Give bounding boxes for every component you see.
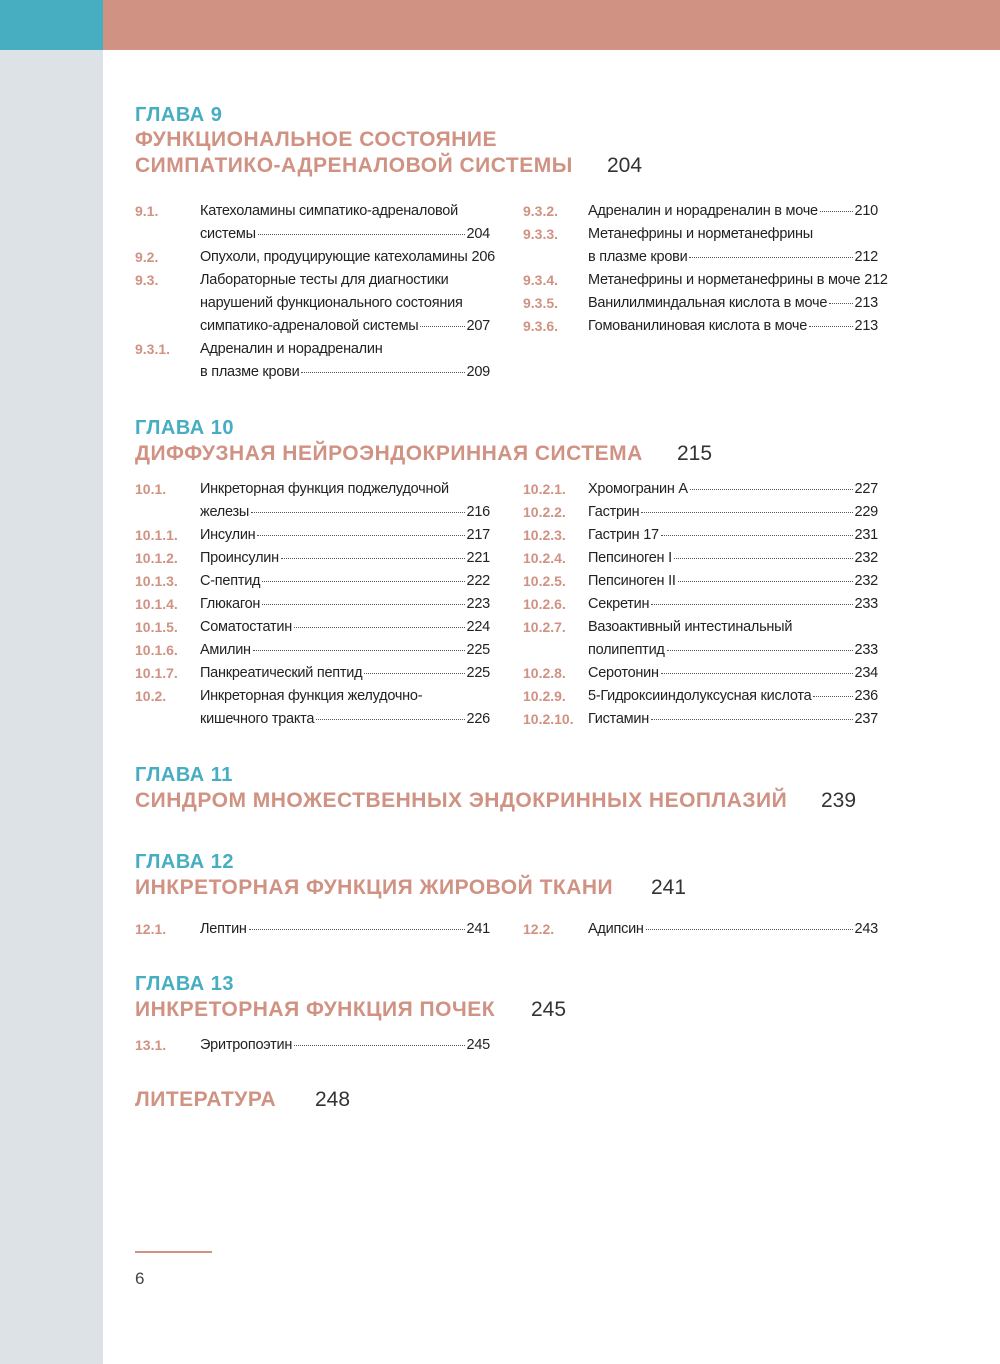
toc-entry-title: кишечного тракта: [200, 711, 315, 727]
toc-entry[interactable]: [523, 918, 878, 941]
dot-leader: [641, 511, 852, 513]
toc-entry-title: Ванилилминдальная кислота в моче: [588, 295, 828, 311]
toc-entry-line: [200, 662, 490, 685]
toc-entry-title: Соматостатин: [200, 619, 293, 635]
toc-entry-line: [200, 315, 490, 338]
toc-entry-line: [588, 547, 878, 570]
toc-entry-title: Инсулин: [200, 527, 256, 543]
toc-entry-number: 10.1.1.: [135, 527, 178, 543]
toc-entry-title: Секретин: [588, 596, 650, 612]
page-number: 6: [135, 1269, 145, 1288]
toc-entry-number: 9.3.6.: [523, 318, 559, 334]
header-band-teal: [0, 0, 103, 50]
dot-leader: [646, 928, 853, 930]
toc-entry[interactable]: [523, 708, 878, 731]
toc-entry-title: Проинсулин: [200, 550, 279, 566]
dot-leader: [262, 580, 464, 582]
toc-entry[interactable]: [523, 524, 878, 547]
toc-entry-line: [588, 478, 878, 501]
dot-leader: [661, 534, 853, 536]
toc-entry-page: 213: [854, 295, 878, 311]
toc-entry-line: [200, 1034, 490, 1057]
toc-entry-text: [588, 478, 878, 501]
toc-entry-page: 245: [466, 1037, 490, 1053]
toc-entry-line: [200, 593, 490, 616]
chapter-title-line: ФУНКЦИОНАЛЬНОЕ СОСТОЯНИЕ: [135, 128, 498, 151]
toc-entry[interactable]: [135, 338, 490, 384]
toc-entry-number: 10.2.5.: [523, 573, 566, 589]
toc-entry-title: Адипсин: [588, 921, 644, 937]
toc-entry-text: [200, 246, 495, 269]
toc-entry-text: [200, 918, 490, 941]
toc-entry-page: 232: [854, 550, 878, 566]
dot-leader: [690, 488, 853, 490]
chapter-page-number: 241: [651, 876, 687, 899]
toc-entry-number: 9.3.5.: [523, 295, 559, 311]
chapter-title-line: ДИФФУЗНАЯ НЕЙРОЭНДОКРИННАЯ СИСТЕМА: [135, 442, 643, 465]
dot-leader: [667, 649, 853, 651]
chapter-title-line: ИНКРЕТОРНАЯ ФУНКЦИЯ ПОЧЕК: [135, 998, 496, 1021]
toc-entry-line: [200, 246, 495, 269]
toc-entry-text: [200, 338, 490, 384]
toc-entry[interactable]: [135, 547, 490, 570]
toc-entry-title: нарушений функционального состояния: [200, 295, 463, 311]
dot-leader: [678, 580, 853, 582]
toc-entry-text: [588, 315, 878, 338]
toc-entry-number: 10.2.7.: [523, 619, 566, 635]
toc-entry-title: Пепсиноген I: [588, 550, 672, 566]
toc-entry-page: 233: [854, 642, 878, 658]
toc-entry-page: 227: [854, 481, 878, 497]
toc-entry[interactable]: [523, 292, 878, 315]
toc-entry-line: [200, 501, 490, 524]
toc-entry-text: [588, 616, 878, 662]
toc-entry-line: [200, 223, 490, 246]
toc-entry-number: 10.1.7.: [135, 665, 178, 681]
toc-entry-line: [200, 616, 490, 639]
toc-entry-title: Адреналин и норадреналин: [200, 341, 383, 357]
toc-entry[interactable]: [523, 478, 878, 501]
toc-entry-title: в плазме крови: [588, 249, 688, 265]
dot-leader: [689, 256, 852, 258]
toc-entry-page: 212: [854, 249, 878, 265]
toc-entry[interactable]: [135, 524, 490, 547]
toc-entry-page: 234: [854, 665, 878, 681]
toc-entry-text: [588, 918, 878, 941]
header-band-rose: [103, 0, 1000, 50]
toc-entry-page: 221: [466, 550, 490, 566]
toc-entry-page: 231: [854, 527, 878, 543]
toc-entry[interactable]: [523, 570, 878, 593]
toc-entry-page: 206: [471, 249, 495, 265]
chapter-page-number: 215: [677, 442, 713, 465]
toc-entry-title: Инкреторная функция поджелудочной: [200, 481, 449, 497]
toc-entry-text: [200, 478, 490, 524]
dot-leader: [813, 695, 852, 697]
toc-entry-line: [588, 639, 878, 662]
dot-leader: [661, 672, 853, 674]
toc-entry-number: 9.3.2.: [523, 203, 559, 219]
dot-leader: [651, 603, 852, 605]
toc-entry-line: [588, 246, 878, 269]
chapter-page-number: 245: [531, 998, 567, 1021]
toc-entry-page: 237: [854, 711, 878, 727]
toc-entry-line: [588, 269, 888, 292]
toc-entry-text: [588, 223, 878, 269]
toc-entry-title: Вазоактивный интестинальный: [588, 619, 793, 635]
dot-leader: [316, 718, 464, 720]
chapter-title-line: СИНДРОМ МНОЖЕСТВЕННЫХ ЭНДОКРИННЫХ НЕОПЛАЗИЙ: [135, 789, 788, 812]
toc-entry[interactable]: [523, 547, 878, 570]
toc-entry[interactable]: [523, 501, 878, 524]
toc-entry-page: 217: [466, 527, 490, 543]
toc-entry-text: [200, 662, 490, 685]
chapter-page-number: 204: [607, 154, 643, 177]
dot-leader: [294, 1044, 464, 1046]
dot-leader: [253, 649, 465, 651]
toc-entry[interactable]: [135, 570, 490, 593]
toc-entry-page: 223: [466, 596, 490, 612]
toc-entry-line: [200, 918, 490, 941]
toc-entry-page: 236: [854, 688, 878, 704]
toc-entry[interactable]: [523, 616, 878, 662]
toc-entry-line: [200, 361, 490, 384]
toc-entry-page: 213: [854, 318, 878, 334]
toc-entry-number: 10.1.6.: [135, 642, 178, 658]
toc-entry-page: 243: [854, 921, 878, 937]
toc-entry-line: [588, 315, 878, 338]
toc-entry-title: Лабораторные тесты для диагностики: [200, 272, 449, 288]
dot-leader: [820, 210, 853, 212]
toc-entry-text: [200, 269, 490, 338]
toc-entry-line: [200, 639, 490, 662]
toc-entry-number: 12.2.: [523, 921, 555, 937]
chapter-page-number: 239: [821, 789, 857, 812]
toc-entry-page: 209: [466, 364, 490, 380]
toc-entry-text: [588, 662, 878, 685]
toc-entry-title: Метанефрины и норметанефрины в моче: [588, 272, 861, 288]
toc-entry-title: Гастрин: [588, 504, 640, 520]
toc-entry-page: 207: [466, 318, 490, 334]
toc-entry-number: 10.2.1.: [523, 481, 566, 497]
toc-entry-number: 10.1.5.: [135, 619, 178, 635]
toc-entry[interactable]: [135, 1034, 490, 1057]
toc-entry[interactable]: [135, 662, 490, 685]
toc-entry-title: Лептин: [200, 921, 247, 937]
toc-entry-text: [200, 639, 490, 662]
toc-entry-number: 10.1.2.: [135, 550, 178, 566]
toc-entry-title: 5-Гидроксииндолуксусная кислота: [588, 688, 812, 704]
toc-entry-title: Опухоли, продуцирующие катехоламины: [200, 249, 468, 265]
toc-entry-title: системы: [200, 226, 256, 242]
dot-leader: [301, 371, 464, 373]
toc-entry[interactable]: [523, 200, 878, 223]
toc-entry-title: Адреналин и норадреналин в моче: [588, 203, 818, 219]
literature-title: ЛИТЕРАТУРА: [135, 1088, 277, 1111]
toc-entry-line: [200, 338, 490, 361]
chapter-label: ГЛАВА 13: [135, 973, 235, 995]
toc-entry-title: Глюкагон: [200, 596, 261, 612]
toc-entry[interactable]: [523, 269, 888, 292]
dot-leader: [420, 325, 464, 327]
dot-leader: [651, 718, 853, 720]
dot-leader: [249, 928, 465, 930]
toc-entry-page: 241: [466, 921, 490, 937]
toc-entry-title: Гастрин 17: [588, 527, 659, 543]
dot-leader: [281, 557, 465, 559]
toc-entry-title: полипептид: [588, 642, 665, 658]
toc-entry[interactable]: [135, 478, 490, 524]
toc-entry-line: [588, 616, 878, 639]
toc-entry-page: 204: [466, 226, 490, 242]
dot-leader: [257, 534, 464, 536]
toc-entry-line: [200, 269, 490, 292]
toc-entry[interactable]: [135, 246, 495, 269]
toc-entry-text: [588, 501, 878, 524]
toc-entry-number: 10.2.4.: [523, 550, 566, 566]
toc-entry-number: 9.3.: [135, 272, 159, 288]
toc-entry-number: 10.2.2.: [523, 504, 566, 520]
toc-entry-number: 9.3.1.: [135, 341, 171, 357]
toc-entry-title: Пепсиноген II: [588, 573, 676, 589]
chapter-title-line: ИНКРЕТОРНАЯ ФУНКЦИЯ ЖИРОВОЙ ТКАНИ: [135, 876, 614, 899]
toc-entry-title: Панкреатический пептид: [200, 665, 363, 681]
toc-entry-line: [200, 547, 490, 570]
toc-entry[interactable]: [523, 593, 878, 616]
toc-entry-text: [588, 708, 878, 731]
toc-entry-number: 10.2.9.: [523, 688, 566, 704]
toc-entry-title: Метанефрины и норметанефрины: [588, 226, 813, 242]
toc-entry-line: [200, 292, 490, 315]
toc-entry-line: [588, 501, 878, 524]
dot-leader: [674, 557, 853, 559]
toc-entry-number: 10.1.: [135, 481, 167, 497]
toc-entry-line: [200, 478, 490, 501]
chapter-label: ГЛАВА 10: [135, 417, 235, 439]
toc-entry-text: [200, 570, 490, 593]
toc-entry-page: 233: [854, 596, 878, 612]
toc-entry-page: 210: [854, 203, 878, 219]
toc-entry-line: [200, 708, 490, 731]
toc-entry-page: 222: [466, 573, 490, 589]
chapter-label: ГЛАВА 9: [135, 104, 223, 126]
dot-leader: [262, 603, 464, 605]
chapter-label: ГЛАВА 11: [135, 764, 233, 786]
toc-entry-page: 226: [466, 711, 490, 727]
toc-entry-text: [200, 1034, 490, 1057]
toc-entry-number: 10.1.4.: [135, 596, 178, 612]
toc-entry-title: Гомованилиновая кислота в моче: [588, 318, 808, 334]
toc-entry[interactable]: [523, 315, 878, 338]
chapter-label: ГЛАВА 12: [135, 851, 235, 873]
toc-entry[interactable]: [135, 639, 490, 662]
chapter-title-line: СИМПАТИКО-АДРЕНАЛОВОЙ СИСТЕМЫ: [135, 154, 573, 177]
toc-entry-title: Серотонин: [588, 665, 659, 681]
dot-leader: [294, 626, 465, 628]
toc-entry-page: 212: [864, 272, 888, 288]
toc-entry[interactable]: [135, 593, 490, 616]
toc-entry-text: [200, 547, 490, 570]
toc-entry-line: [588, 200, 878, 223]
toc-entry-page: 216: [466, 504, 490, 520]
toc-entry-title: Хромогранин А: [588, 481, 688, 497]
toc-entry-text: [588, 547, 878, 570]
toc-entry-number: 10.2.: [135, 688, 167, 704]
toc-entry-line: [200, 570, 490, 593]
toc-entry-text: [588, 685, 878, 708]
toc-entry-title: Катехоламины симпатико-адреналовой: [200, 203, 458, 219]
toc-entry-page: 232: [854, 573, 878, 589]
toc-entry-line: [588, 593, 878, 616]
toc-entry-page: 225: [466, 642, 490, 658]
toc-entry-line: [588, 662, 878, 685]
toc-entry-title: С-пептид: [200, 573, 261, 589]
toc-entry-line: [588, 570, 878, 593]
toc-entry-number: 10.2.8.: [523, 665, 566, 681]
toc-entry-number: 10.2.10.: [523, 711, 574, 727]
toc-entry-text: [200, 593, 490, 616]
toc-entry-number: 9.2.: [135, 249, 159, 265]
toc-entry-line: [588, 685, 878, 708]
toc-entry-number: 9.3.4.: [523, 272, 559, 288]
toc-entry-text: [588, 593, 878, 616]
toc-entry-title: Эритропоэтин: [200, 1037, 293, 1053]
toc-entry-text: [200, 616, 490, 639]
toc-entry-number: 9.3.3.: [523, 226, 559, 242]
toc-entry-text: [588, 200, 878, 223]
toc-entry-text: [588, 524, 878, 547]
toc-entry-title: железы: [200, 504, 250, 520]
toc-entry-page: 229: [854, 504, 878, 520]
toc-entry-number: 13.1.: [135, 1037, 167, 1053]
dot-leader: [258, 233, 465, 235]
toc-entry-text: [588, 570, 878, 593]
toc-entry-line: [588, 918, 878, 941]
toc-entry-number: 9.1.: [135, 203, 159, 219]
toc-entry-line: [200, 200, 490, 223]
toc-entry[interactable]: [135, 685, 490, 731]
toc-entry[interactable]: [135, 200, 490, 246]
toc-entry-number: 10.2.3.: [523, 527, 566, 543]
toc-entry[interactable]: [135, 918, 490, 941]
toc-entry-line: [588, 292, 878, 315]
toc-entry-number: 10.2.6.: [523, 596, 566, 612]
side-strip: [0, 50, 103, 1364]
toc-entry-line: [588, 708, 878, 731]
dot-leader: [251, 511, 464, 513]
toc-entry-line: [588, 524, 878, 547]
dot-leader: [829, 302, 852, 304]
toc-entry-number: 10.1.3.: [135, 573, 178, 589]
toc-entry-number: 12.1.: [135, 921, 167, 937]
toc-entry[interactable]: [135, 269, 490, 338]
toc-entry-title: в плазме крови: [200, 364, 300, 380]
literature-page-number: 248: [315, 1088, 351, 1111]
toc-entry-title: Гистамин: [588, 711, 650, 727]
toc-entry[interactable]: [523, 685, 878, 708]
toc-entry[interactable]: [523, 662, 878, 685]
toc-entry-text: [588, 269, 888, 292]
toc-entry-text: [200, 524, 490, 547]
toc-entry-page: 225: [466, 665, 490, 681]
toc-entry-title: симпатико-адреналовой системы: [200, 318, 419, 334]
toc-entry-page: 224: [466, 619, 490, 635]
toc-entry[interactable]: [135, 616, 490, 639]
toc-entry-title: Инкреторная функция желудочно-: [200, 688, 423, 704]
toc-entry-line: [200, 685, 490, 708]
toc-entry-line: [588, 223, 878, 246]
toc-entry-line: [200, 524, 490, 547]
footer-rule: [135, 1251, 212, 1253]
toc-entry-text: [200, 685, 490, 731]
toc-entry-text: [588, 292, 878, 315]
dot-leader: [364, 672, 464, 674]
toc-entry[interactable]: [523, 223, 878, 269]
toc-entry-text: [200, 200, 490, 246]
toc-entry-title: Амилин: [200, 642, 251, 658]
dot-leader: [809, 325, 853, 327]
